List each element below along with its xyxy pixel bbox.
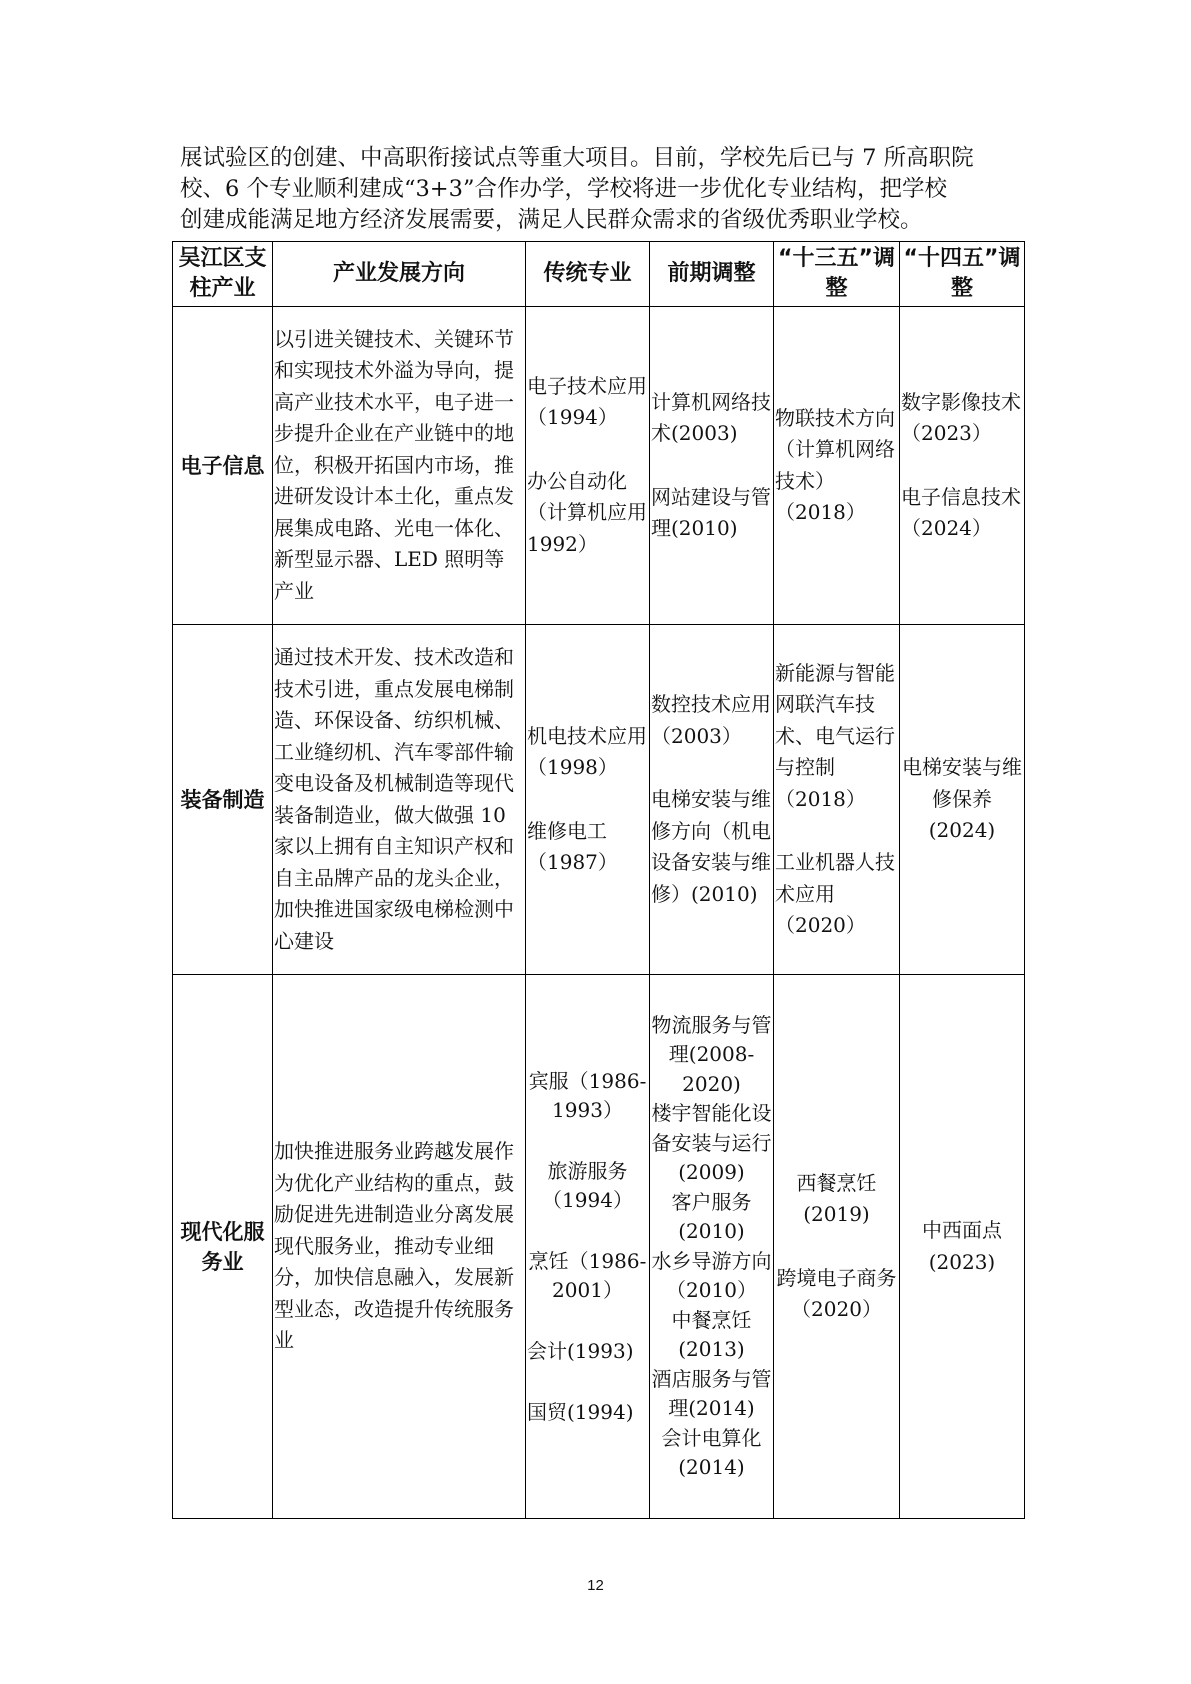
traditional-cell: [526, 975, 650, 1519]
plan13-cell: [774, 307, 900, 625]
major-item: 水乡导游方向（2010）: [651, 1248, 772, 1302]
major-item: 跨境电子商务（2020）: [776, 1265, 897, 1321]
major-item: 酒店服务与管理(2014): [651, 1366, 772, 1420]
major-item: 物联技术方向（计算机网络技术）（2018）: [775, 405, 895, 524]
major-item: 办公自动化（计算机应用 1992）: [527, 468, 647, 556]
direction-cell: 以引进关键技术、关键环节和实现技术外溢为导向，提高产业技术水平，电子进一步提升企业在产业链中的地位，积极开拓国内市场，推进研发设计本土化，重点发展集成电路、光电一体化、新型显示器、LED 照明等产业: [273, 307, 526, 625]
major-item: 新能源与智能网联汽车技术、电气运行与控制（2018）: [775, 660, 895, 811]
early-adjust-cell: [650, 307, 774, 625]
major-item: 电子信息技术（2024）: [901, 484, 1021, 540]
major-item: 烹饪（1986-2001）: [528, 1248, 647, 1302]
header-traditional: 传统专业: [526, 242, 650, 307]
intro-line: 展试验区的创建、中高职衔接试点等重大项目。目前，学校先后已与 7 所高职院: [180, 145, 974, 171]
traditional-cell: [526, 625, 650, 975]
major-item: 中西面点(2023): [922, 1218, 1002, 1274]
major-item: 网站建设与管理(2010): [651, 484, 771, 540]
plan14-cell: [900, 307, 1025, 625]
major-item: 数字影像技术（2023）: [901, 389, 1021, 445]
major-adjustment-table: [172, 241, 1025, 1519]
page-number: 12: [587, 1577, 604, 1594]
header-direction: 产业发展方向: [273, 242, 526, 307]
major-item: 电梯安装与维修方向（机电设备安装与维修）(2010): [651, 787, 771, 906]
early-adjust-cell: [650, 625, 774, 975]
intro-line: 校、6 个专业顺利建成“3+3”合作办学，学校将进一步优化专业结构，把学校: [180, 176, 947, 202]
plan13-cell: [774, 625, 900, 975]
table-header-row: [173, 242, 1025, 307]
major-item: 楼宇智能化设备安装与运行(2009): [651, 1101, 772, 1184]
major-item: 数控技术应用（2003）: [651, 692, 771, 748]
plan13-cell: [774, 975, 900, 1519]
major-item: 电梯安装与维修保养(2024): [902, 755, 1022, 843]
major-item: 旅游服务（1994）: [542, 1158, 633, 1212]
table-row: [173, 625, 1025, 975]
plan14-cell: [900, 625, 1025, 975]
major-item: 工业机器人技术应用（2020）: [775, 850, 895, 937]
major-item: 国贸(1994): [527, 1399, 634, 1424]
industry-cell: 电子信息: [173, 307, 273, 625]
table-row: [173, 975, 1025, 1519]
intro-paragraph: [180, 143, 1020, 236]
major-item: 宾服（1986-1993）: [528, 1068, 647, 1122]
traditional-cell: [526, 307, 650, 625]
industry-cell: 装备制造: [173, 625, 273, 975]
major-item: 物流服务与管理(2008-2020): [651, 1012, 772, 1096]
intro-line: 创建成能满足地方经济发展需要，满足人民群众需求的省级优秀职业学校。: [180, 207, 923, 233]
table-row: [173, 307, 1025, 625]
major-item: 会计(1993): [527, 1338, 634, 1363]
major-item: 维修电工（1987）: [527, 818, 618, 874]
major-item: 会计电算化(2014): [661, 1425, 762, 1479]
major-item: 客户服务(2010): [671, 1189, 752, 1243]
industry-cell: 现代化服务业: [173, 975, 273, 1519]
early-adjust-cell: [650, 975, 774, 1519]
major-item: 西餐烹饪(2019): [796, 1170, 877, 1226]
direction-cell: 加快推进服务业跨越发展作为优化产业结构的重点，鼓励促进先进制造业分离发展现代服务业，推动专业细分，加快信息融入，发展新型业态，改造提升传统服务业: [273, 975, 526, 1519]
header-early-adjust: 前期调整: [650, 242, 774, 307]
header-industry: 吴江区支柱产业: [173, 242, 273, 307]
major-item: 计算机网络技术(2003): [651, 389, 771, 445]
major-item: 电子技术应用（1994）: [527, 373, 647, 430]
major-item: 机电技术应用（1998）: [527, 723, 647, 779]
major-item: 中餐烹饪(2013): [671, 1307, 752, 1361]
plan14-cell: [900, 975, 1025, 1519]
header-14th-plan: “十四五”调整: [900, 242, 1025, 307]
header-13th-plan: “十三五”调整: [774, 242, 900, 307]
direction-cell: 通过技术开发、技术改造和技术引进，重点发展电梯制造、环保设备、纺织机械、工业缝纫机、汽车零部件输变电设备及机械制造等现代装备制造业，做大做强 10 家以上拥有自主知识产权和自主品牌产品的龙头企业，加快推进国家级电梯检测中心建设: [273, 625, 526, 975]
